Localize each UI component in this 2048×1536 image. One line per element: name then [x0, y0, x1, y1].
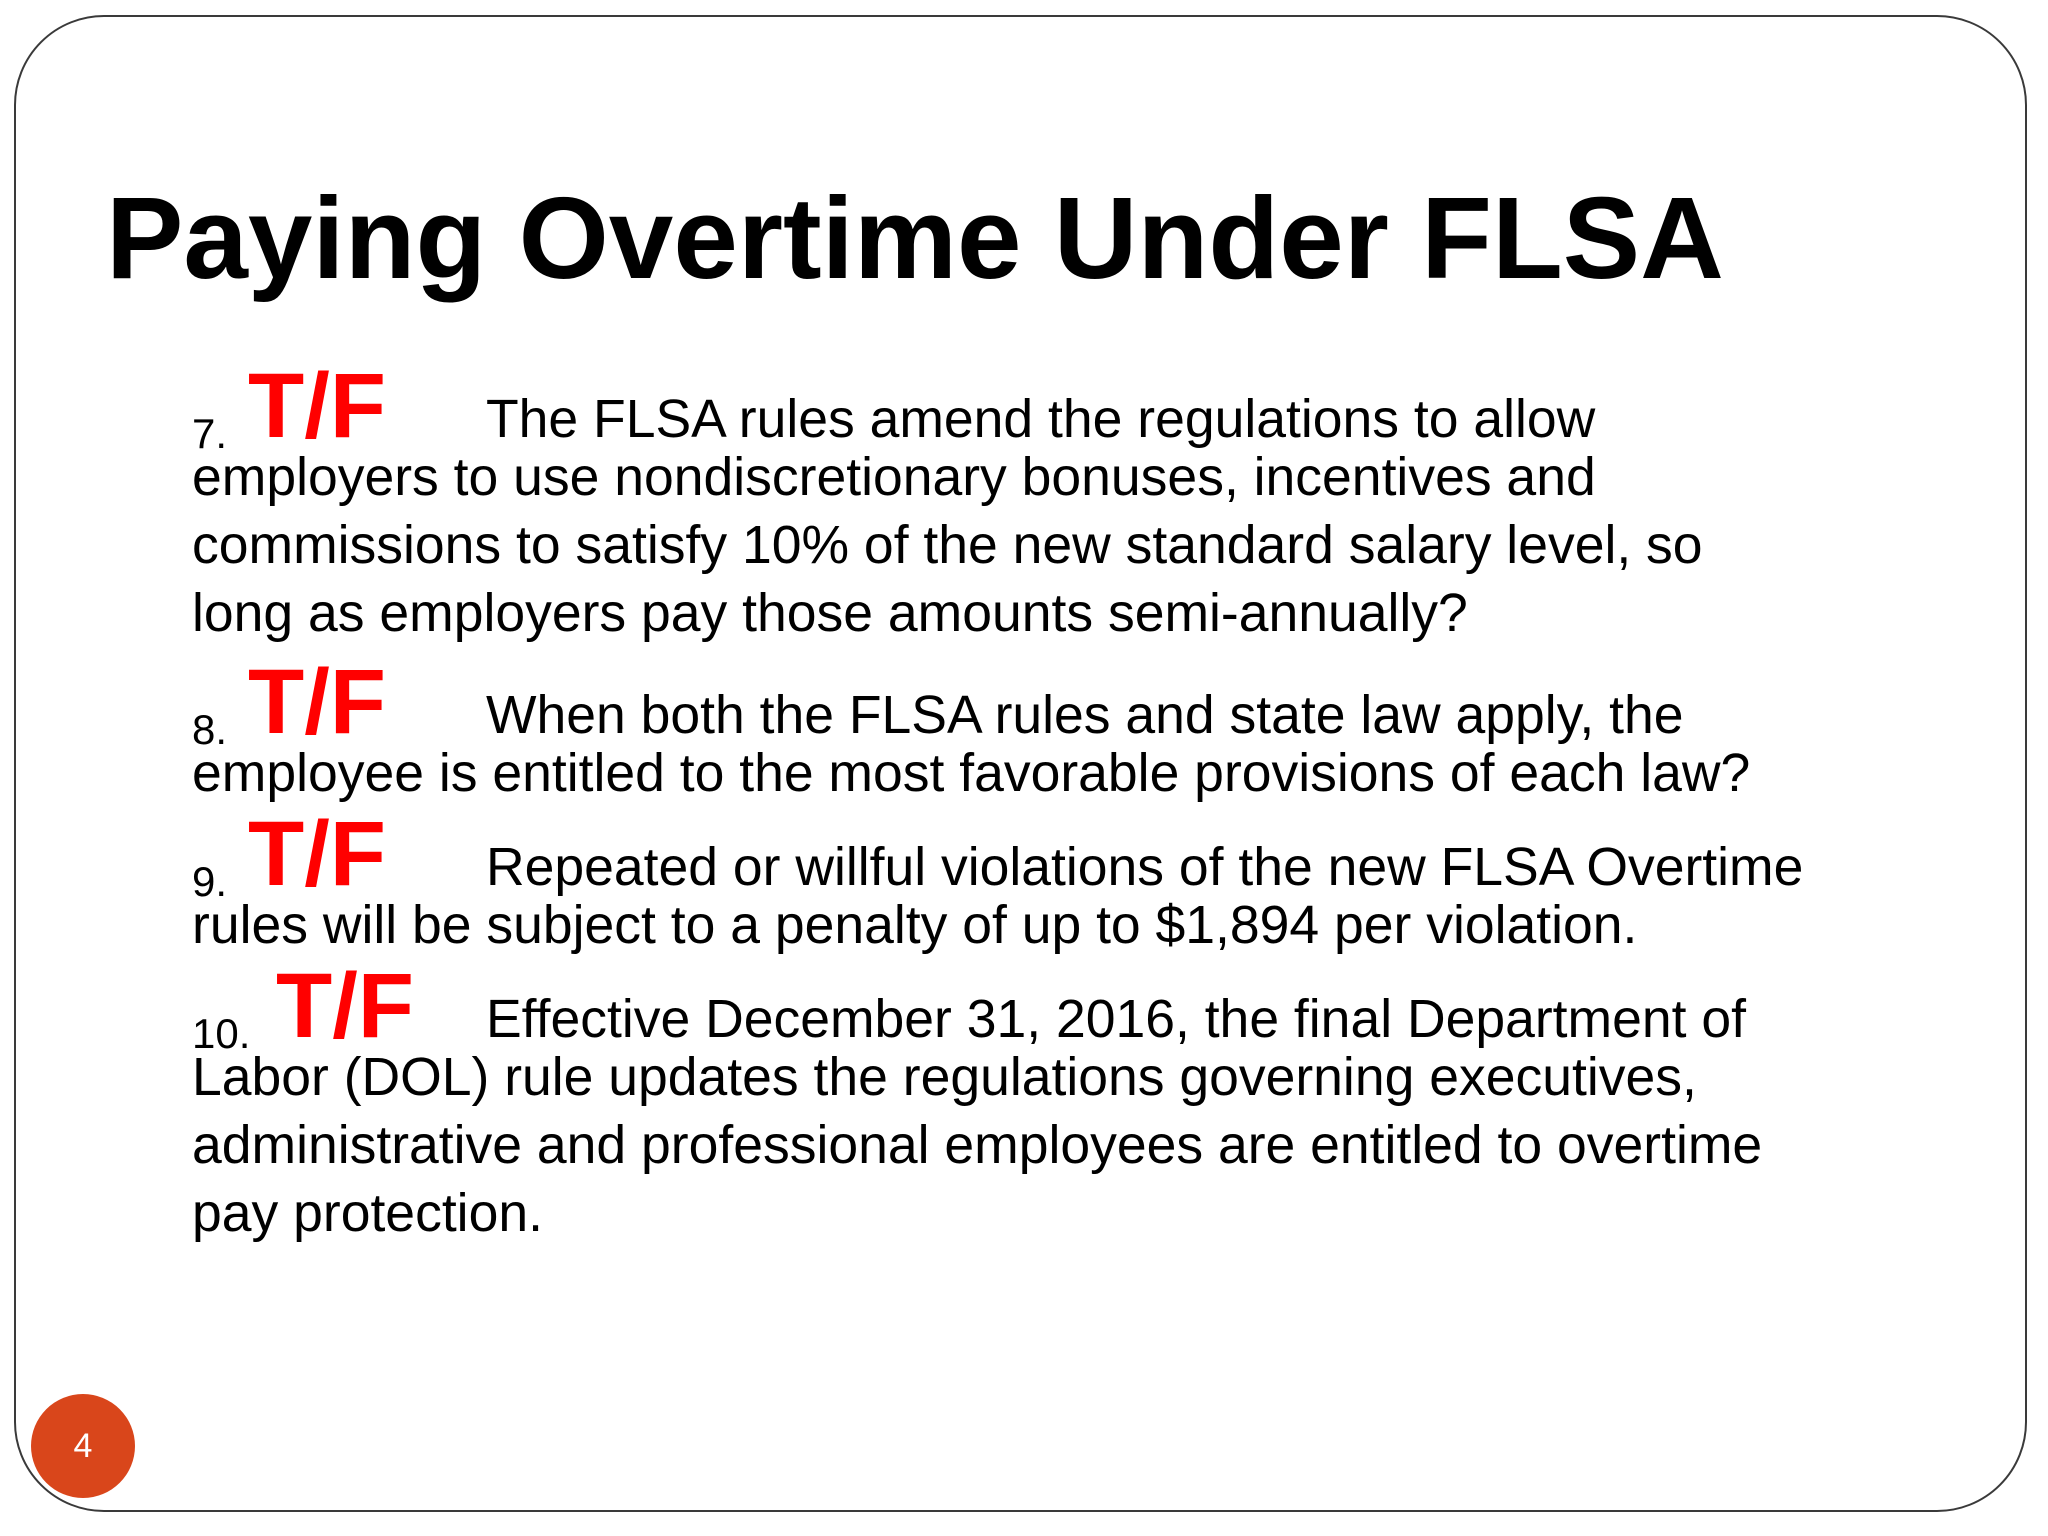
question-9 — [192, 803, 1952, 960]
true-false-label: T/F — [248, 651, 386, 753]
question-text-first-line: The FLSA rules amend the regulations to allow — [486, 390, 1596, 449]
question-number: 9. — [192, 858, 228, 905]
true-false-label: T/F — [276, 955, 414, 1057]
question-number: 8. — [192, 706, 228, 753]
question-text-first-line: Repeated or willful violations of the new FLSA Overtime — [486, 838, 1804, 897]
true-false-label: T/F — [248, 803, 386, 905]
question-text-continued: rules will be subject to a penalty of up to $1,894 per violation. — [192, 896, 1638, 955]
slide-title: Paying Overtime Under FLSA — [106, 173, 1724, 303]
question-10-header — [192, 955, 1952, 1057]
question-8-header — [192, 651, 1952, 753]
question-number: 10. — [192, 1010, 251, 1057]
question-number: 7. — [192, 410, 228, 457]
question-text-first-line: Effective December 31, 2016, the final Department of — [486, 990, 1746, 1049]
question-text-continued: Labor (DOL) rule updates the regulations governing executives, administrative and professional employees are entitled to overtime pay protection. — [192, 1048, 1763, 1243]
true-false-label: T/F — [248, 355, 386, 457]
question-list — [192, 355, 1952, 1248]
page-number-badge: 4 — [31, 1394, 135, 1498]
question-8 — [192, 651, 1952, 808]
question-text-first-line: When both the FLSA rules and state law apply, the — [486, 686, 1684, 745]
question-7 — [192, 355, 1952, 648]
question-text-continued: employers to use nondiscretionary bonuses, incentives and commissions to satisfy 10% of the new standard salary level, so long as employers pay those amounts semi-annually? — [192, 448, 1703, 643]
question-9-header — [192, 803, 1952, 905]
question-10 — [192, 955, 1952, 1248]
question-7-header — [192, 355, 1952, 457]
question-text-continued: employee is entitled to the most favorable provisions of each law? — [192, 744, 1751, 803]
